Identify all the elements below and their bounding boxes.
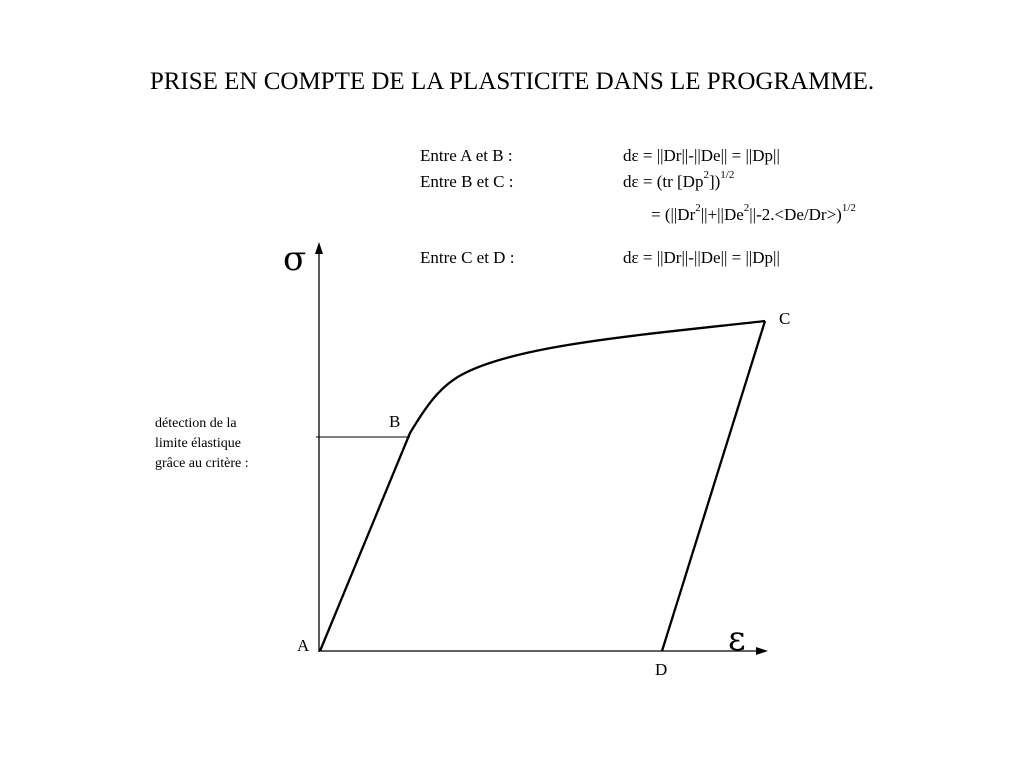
- unloading-line: [662, 321, 765, 651]
- loading-curve: [320, 321, 765, 651]
- epsilon-axis-label: ε: [728, 619, 746, 659]
- formula-cd-label: Entre C et D :: [420, 248, 515, 267]
- x-axis-arrowhead: [756, 647, 768, 655]
- formula-bc-cont-mid: ||+||De: [700, 205, 744, 224]
- y-axis-arrowhead: [315, 242, 323, 254]
- note-line-2: limite élastique: [155, 436, 241, 451]
- formula-bc-cont-sup1: 2: [695, 202, 701, 215]
- formula-bc-expr-main: dε = (tr [Dp: [623, 172, 704, 191]
- formula-bc-cont-sup3: 1/2: [841, 202, 856, 215]
- formula-bc-expr-sup2: 1/2: [720, 169, 735, 182]
- formula-bc-label: Entre B et C :: [420, 172, 514, 191]
- note-line-3: grâce au critère :: [155, 456, 249, 471]
- elastic-limit-note: [155, 414, 295, 474]
- formula-bc-cont-main: = (||Dr: [651, 205, 696, 224]
- formula-cd-expr: dε = ||Dr||-||De|| = ||Dp||: [623, 248, 780, 267]
- formula-ab-label: Entre A et B :: [420, 146, 513, 165]
- point-a-label: A: [297, 636, 310, 655]
- point-d-label: D: [655, 660, 668, 679]
- point-b-label: B: [389, 412, 401, 431]
- formula-bc-cont-sup2: 2: [743, 202, 750, 215]
- formula-bc-cont-tail: ||-2.<De/Dr>): [749, 205, 842, 224]
- formula-bc-expr-tail: ]): [708, 172, 721, 191]
- note-line-1: détection de la: [155, 416, 237, 431]
- point-c-label: C: [779, 309, 791, 328]
- slide-title: PRISE EN COMPTE DE LA PLASTICITE DANS LE PROGRAMME.: [149, 68, 875, 95]
- formula-bc-expr-sup1: 2: [703, 169, 709, 182]
- sigma-axis-label: σ: [283, 239, 307, 279]
- formula-ab-expr: dε = ||Dr||-||De|| = ||Dp||: [623, 146, 780, 165]
